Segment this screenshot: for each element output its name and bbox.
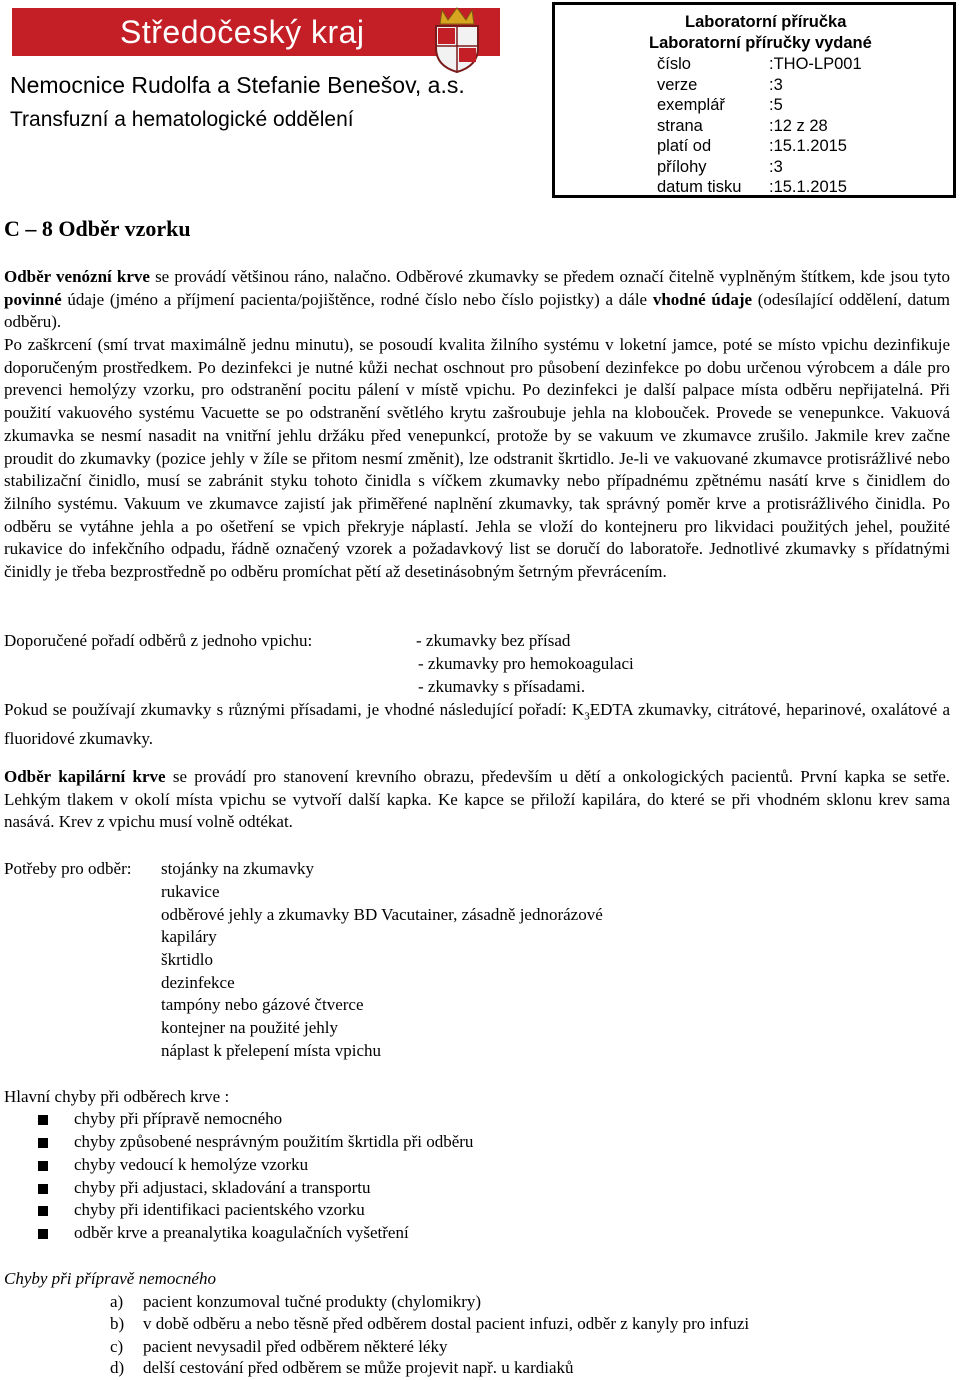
preparation-item-text: pacient nevysadil před odběrem některé léky <box>143 1337 448 1356</box>
order-item: - zkumavky pro hemokoagulaci <box>418 654 634 673</box>
error-item: odběr krve a preanalytika koagulačních vyšetření <box>74 1223 409 1242</box>
preparation-item-letter: c) <box>110 1337 124 1356</box>
square-bullet-icon <box>38 1161 48 1171</box>
square-bullet-icon <box>38 1115 48 1125</box>
capillary-paragraph: Odběr kapilární krve se provádí pro stanovení krevního obrazu, především u dětí a onkologických pacientů. První kapka se setře. Lehkým tlakem v okolí místa vpichu se vytvoří další kapka. Ke kapce se přiloží kapilára, do které se při vhodném sklonu krev sama nasává. Krev z vpichu musí volně odtékat. <box>4 767 950 832</box>
supply-item: škrtidlo <box>161 950 213 969</box>
error-item: chyby vedoucí k hemolýze vzorku <box>74 1155 309 1174</box>
preparation-item-text: pacient konzumoval tučné produkty (chylomikry) <box>143 1292 482 1311</box>
section-heading: C – 8 Odběr vzorku <box>4 216 191 241</box>
supply-item: náplast k přelepení místa vpichu <box>161 1041 381 1060</box>
info-row-copy: exemplář :5 <box>657 96 783 114</box>
supply-item: kapiláry <box>161 927 217 946</box>
square-bullet-icon <box>38 1206 48 1216</box>
error-item: chyby při přípravě nemocného <box>74 1109 283 1128</box>
logo-text: Středočeský kraj <box>120 14 365 50</box>
info-row-version: verze :3 <box>657 75 783 94</box>
hospital-name: Nemocnice Rudolfa a Stefanie Benešov, a.s. <box>10 72 465 98</box>
supply-item: kontejner na použité jehly <box>161 1018 339 1037</box>
square-bullet-icon <box>38 1229 48 1239</box>
venous-procedure-paragraph: Po zaškrcení (smí trvat maximálně jednu minutu), se posoudí kvalita žilního systému v loketní jamce, poté se místo vpichu dezinfikuje doporučeným prostředkem. Po dezinfekci je nutné kůži nechat oschnout pro působení dezinfekce po dobu určenou výrobcem a dále pro prevenci hemolýzy vzorku, pro odstranění pocitu pálení v místě vpichu. Po dezinfekci je další palpace místa odběru nepřijatelná. Při použití vakuového systému Vacuette se po odstranění světlého krytu zašroubuje jehla na klobouček. Provede se venepunkce. Vakuová zkumavka se nesmí nasadit na vnitřní jehlu držáku před venepunkcí, protože by se vakuum ve zkumavce zrušilo. Jakmile krev začne proudit do zkumavky (pozice jehly v žíle se přitom nesmí změnit), lze odstranit škrtidlo. Je-li ve vakuované zkumavce protisrážlivé nebo stabilizační činidlo, musí se zabránit styku tohoto činidla s víčkem zkumavky nebo případnému zpětnému nasátí krve s činidlem do žilního systému. Vakuum ve zkumavce zajistí jak přiměřené naplnění zkumavky, tak správný poměr krve a protisrážlivého činidla. Po odběru se vytáhne jehla a po ošetření se vpich překryje náplastí. Jehla se vloží do kontejneru pro likvidaci použitých jehel, použité rukavice do infekčního odpadu, řádně označený vzorek a požadavkový list se doručí do laboratoře. Jednotlivé zkumavky s přídatnými činidly je třeba bezprostředně po odběru promíchat pětí až desetinásobným šetrným převrácením. <box>4 335 950 582</box>
department-name: Transfuzní a hematologické oddělení <box>10 108 354 131</box>
preparation-heading: Chyby při přípravě nemocného <box>4 1269 216 1288</box>
coat-of-arms-icon <box>426 4 488 74</box>
preparation-item-letter: d) <box>110 1358 125 1377</box>
errors-label: Hlavní chyby při odběrech krve : <box>4 1087 230 1106</box>
preparation-item-letter: b) <box>110 1314 125 1333</box>
supply-item: tampóny nebo gázové čtverce <box>161 995 364 1014</box>
preparation-item-text: v době odběru a nebo těsně před odběrem dostal pacient infuzi, odběr z kanyly pro infuzi <box>143 1314 750 1333</box>
supply-item: rukavice <box>161 882 220 901</box>
square-bullet-icon <box>38 1184 48 1194</box>
order-item: - zkumavky bez přísad <box>416 631 571 650</box>
preparation-item-letter: a) <box>110 1292 124 1311</box>
info-row-valid-from: platí od :15.1.2015 <box>657 137 847 155</box>
supply-item: dezinfekce <box>161 973 235 992</box>
additives-order-paragraph: Pokud se používají zkumavky s různými přísadami, je vhodné následující pořadí: $K_3EDTA$ zkumavky, citrátové, heparinové, oxalátové a fluoridové zkumavky. <box>4 700 950 749</box>
info-row-page: strana :12 z 28 <box>657 116 828 135</box>
error-item: chyby způsobené nesprávným použitím škrtidla při odběru <box>74 1132 474 1151</box>
supply-item: odběrové jehly a zkumavky BD Vacutainer, zásadně jednorázové <box>161 905 603 924</box>
info-box-subtitle: Laboratorní příručky vydané <box>649 34 872 52</box>
info-box-title: Laboratorní příručka <box>685 13 847 31</box>
document-info-box <box>552 2 956 198</box>
info-row-print-date: datum tisku :15.1.2015 <box>657 178 847 196</box>
order-label: Doporučené pořadí odběrů z jednoho vpichu: <box>4 631 313 650</box>
supplies-label: Potřeby pro odběr: <box>4 859 132 878</box>
square-bullet-icon <box>38 1138 48 1148</box>
error-item: chyby při identifikaci pacientského vzorku <box>74 1200 365 1219</box>
preparation-item-text: delší cestování před odběrem se může projevit např. u kardiaků <box>143 1358 574 1377</box>
error-item: chyby při adjustaci, skladování a transportu <box>74 1178 371 1197</box>
info-row-number: číslo :THO-LP001 <box>657 55 862 73</box>
info-row-attachments: přílohy :3 <box>657 157 783 176</box>
order-item: - zkumavky s přísadami. <box>418 677 586 696</box>
supply-item: stojánky na zkumavky <box>161 859 314 878</box>
venous-intro-paragraph: Odběr venózní krve se provádí většinou ráno, nalačno. Odběrové zkumavky se předem označí čitelně vyplněným štítkem, kde jsou tyto povinné údaje (jméno a příjmení pacienta/pojištěnce, rodné číslo nebo číslo pojistky) a dále vhodné údaje (odesílající oddělení, datum odběru). <box>4 267 951 332</box>
